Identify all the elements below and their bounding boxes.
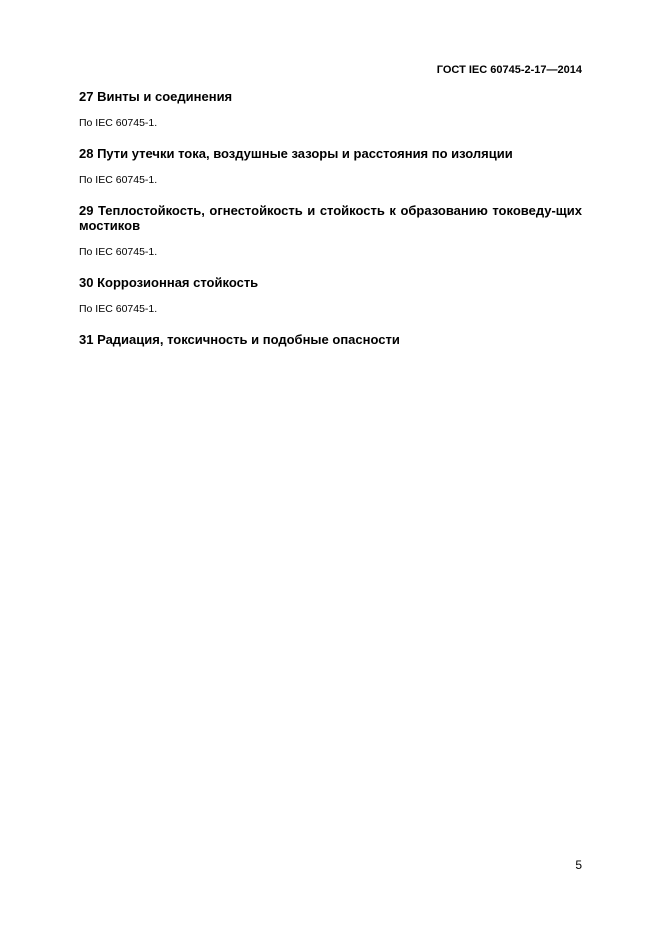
section-text: По IEC 60745-1.	[79, 303, 158, 315]
section-text: По IEC 60745-1.	[79, 246, 158, 258]
section-heading: 30 Коррозионная стойкость	[79, 275, 259, 290]
section-27	[79, 89, 582, 130]
page-number: 5	[575, 858, 582, 872]
section-text: По IEC 60745-1.	[79, 174, 158, 186]
section-31	[79, 332, 582, 347]
section-heading: 27 Винты и соединения	[79, 89, 233, 104]
section-28	[79, 146, 582, 187]
section-text: По IEC 60745-1.	[79, 117, 158, 129]
section-heading: 29 Теплостойкость, огнестойкость и стойкость к образованию токоведу-щих мостиков	[79, 203, 582, 233]
page-content	[79, 89, 582, 347]
section-30	[79, 275, 582, 316]
section-heading: 28 Пути утечки тока, воздушные зазоры и расстояния по изоляции	[79, 146, 513, 161]
section-heading: 31 Радиация, токсичность и подобные опасности	[79, 332, 400, 347]
document-code: ГОСТ IEC 60745-2-17—2014	[436, 64, 582, 76]
section-29	[79, 203, 582, 259]
